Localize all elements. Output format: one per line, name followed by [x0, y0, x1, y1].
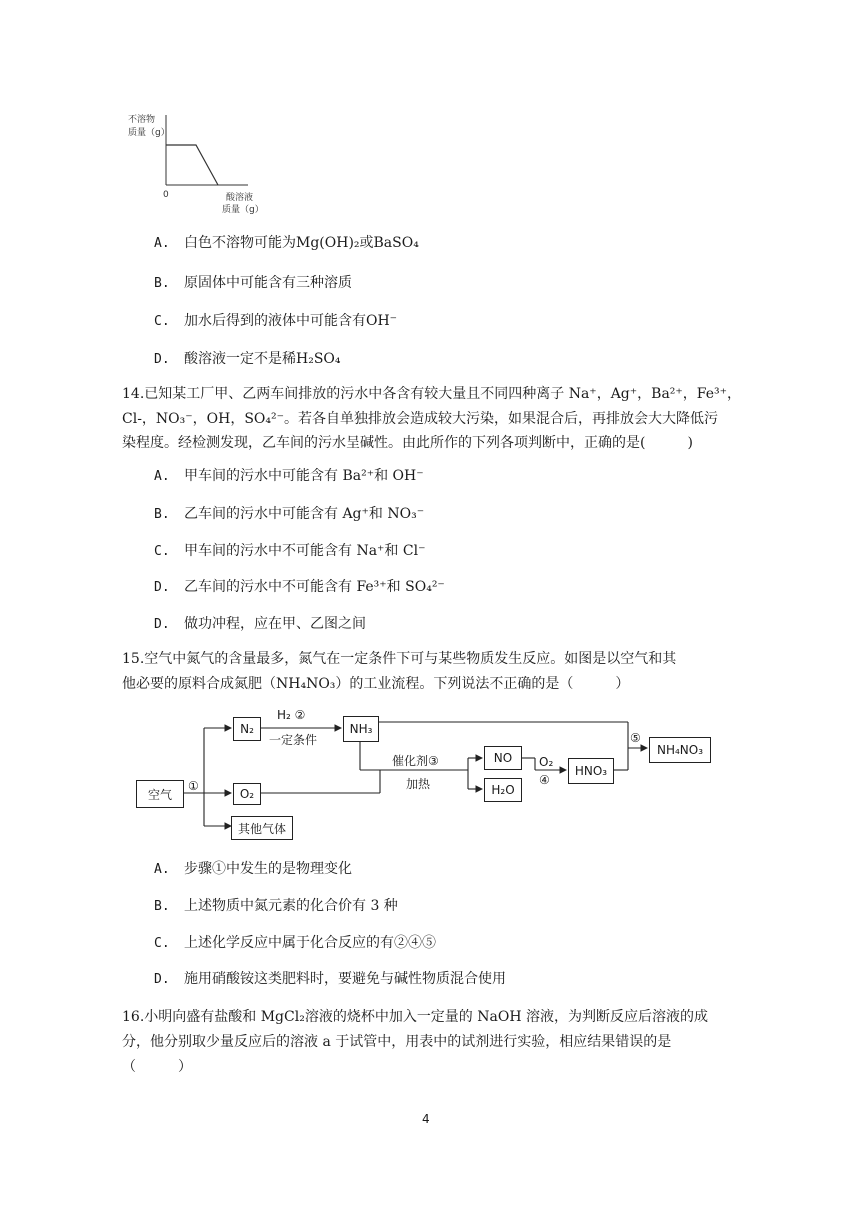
- graph-x-label-2: 质量（g）: [222, 205, 264, 215]
- option-text: 乙车间的污水中可能含有 Ag⁺和 NO₃⁻: [184, 506, 425, 522]
- heat-label: 加热: [406, 777, 431, 791]
- hno3-box: HNO₃: [568, 758, 614, 784]
- option-text: 甲车间的污水中不可能含有 Na⁺和 Cl⁻: [184, 543, 426, 559]
- option-text: 上述化学反应中属于化合反应的有②④⑤: [184, 935, 436, 951]
- nh4no3-box: NH₄NO₃: [649, 737, 711, 763]
- option-label: A.: [154, 236, 170, 251]
- air-box: 空气: [136, 780, 184, 808]
- q15-option-b: [154, 895, 398, 915]
- q15-line-1: 15.空气中氮气的含量最多，氮气在一定条件下可与某些物质发生反应。如图是以空气和其: [122, 651, 677, 667]
- option-label: B.: [154, 899, 170, 914]
- option-text: 做功冲程，应在甲、乙图之间: [184, 616, 366, 632]
- q15-option-d: [154, 968, 506, 988]
- page-number: 4: [422, 1112, 430, 1126]
- graph-origin: 0: [163, 190, 169, 200]
- nh3-box: NH₃: [343, 716, 379, 742]
- step-1-label: ①: [188, 779, 199, 793]
- option-label: A.: [154, 469, 170, 484]
- option-text: 步骤①中发生的是物理变化: [184, 861, 352, 877]
- option-label: C.: [154, 936, 170, 951]
- option-label: B.: [154, 507, 170, 522]
- q15-option-a: [154, 858, 352, 878]
- step-4-label: ④: [539, 773, 550, 787]
- option-label: C.: [154, 314, 170, 329]
- no-box: NO: [484, 746, 522, 770]
- option-text: 乙车间的污水中不可能含有 Fe³⁺和 SO₄²⁻: [184, 579, 445, 595]
- o2-arrow-label: O₂: [539, 755, 554, 769]
- option-label: D.: [154, 972, 170, 987]
- graph-x-label-1: 酸溶液: [226, 193, 254, 203]
- option-text: 原固体中可能含有三种溶质: [184, 275, 352, 291]
- q14-line-1: 14.已知某工厂甲、乙两车间排放的污水中各含有较大量且不同四种离子 Na⁺，Ag⁺，Ba²⁺，Fe³⁺，: [122, 386, 742, 402]
- condition-label: 一定条件: [269, 733, 318, 747]
- option-text: 白色不溶物可能为Mg(OH)₂或BaSO₄: [184, 235, 419, 251]
- other-gas-box: 其他气体: [231, 816, 293, 840]
- q14-line-2: Cl-，NO₃⁻，OH，SO₄²⁻。若各自单独排放会造成较大污染，如果混合后，再排放会大大降低污: [122, 411, 719, 427]
- option-text: 上述物质中氮元素的化合价有 3 种: [184, 898, 398, 914]
- q15-option-c: [154, 932, 436, 952]
- option-text: 甲车间的污水中可能含有 Ba²⁺和 OH⁻: [184, 468, 424, 484]
- graph-y-label-2: 质量（g）: [128, 128, 170, 138]
- option-label: D.: [154, 352, 170, 367]
- q16-line-3: （ ）: [122, 1059, 192, 1075]
- q15-line-2: 他必要的原料合成氮肥（NH₄NO₃）的工业流程。下列说法不正确的是（ ）: [122, 676, 630, 692]
- o2-box: O₂: [233, 783, 261, 805]
- q16-line-2: 分，他分别取少量反应后的溶液 a 于试管中，用表中的试剂进行实验，相应结果错误的是: [122, 1034, 672, 1050]
- option-label: D.: [154, 617, 170, 632]
- option-label: D.: [154, 580, 170, 595]
- graph-y-label-1: 不溶物: [128, 115, 156, 125]
- option-label: B.: [154, 276, 170, 291]
- n2-box: N₂: [233, 717, 261, 741]
- step-5-label: ⑤: [630, 731, 641, 745]
- option-label: C.: [154, 544, 170, 559]
- q14-line-3: 染程度。经检测发现，乙车间的污水呈碱性。由此所作的下列各项判断中，正确的是( ): [122, 435, 693, 451]
- option-label: A.: [154, 862, 170, 877]
- h2-step2-label: H₂ ②: [277, 708, 306, 722]
- catalyst-step3-label: 催化剂③: [392, 754, 439, 768]
- option-text: 加水后得到的液体中可能含有OH⁻: [184, 313, 398, 329]
- h2o-box: H₂O: [484, 778, 522, 802]
- option-text: 酸溶液一定不是稀H₂SO₄: [184, 351, 341, 367]
- option-text: 施用硝酸铵这类肥料时，要避免与碱性物质混合使用: [184, 971, 506, 987]
- q16-line-1: 16.小明向盛有盐酸和 MgCl₂溶液的烧杯中加入一定量的 NaOH 溶液，为判断反应后溶液的成: [122, 1009, 708, 1025]
